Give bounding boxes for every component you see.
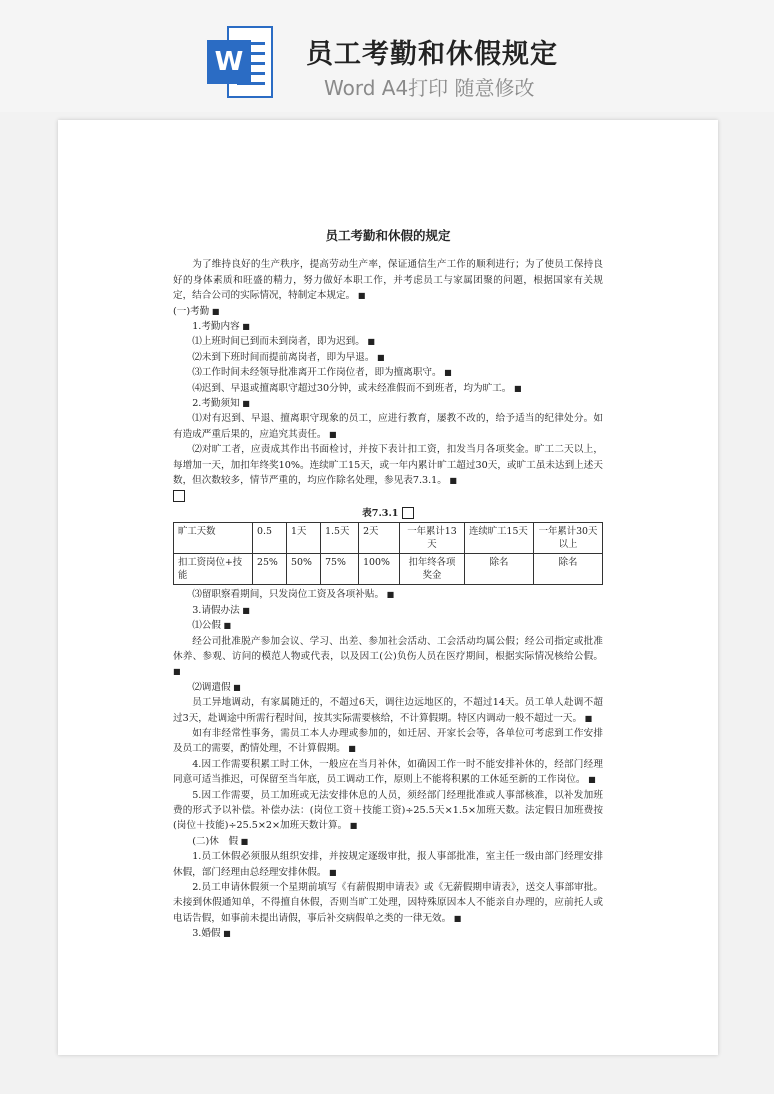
vacation-rule-2: 2.员工申请休假须一个星期前填写《有薪假期申请表》或《无薪假期申请表》，送交人事部审批。未接到休假通知单，不得擅自休假，否则当旷工处理，因特殊原因本人不能亲自办理的，应前托人或电话告假，如事前未提出请假，事后补交病假单之类的一律无效。 ■ bbox=[173, 880, 603, 926]
transfer-leave-heading: ⑵调遣假 ■ bbox=[173, 680, 603, 695]
checkbox-symbol bbox=[173, 490, 185, 502]
vacation-rule-1: 1.员工休假必须服从组织安排，并按规定逐级审批，报人事部批准，室主任一级由部门经理安排休假，部门经理由总经理安排休假。 ■ bbox=[173, 849, 603, 880]
intro-paragraph: 为了维持良好的生产秩序，提高劳动生产率，保证通信生产工作的顺利进行；为了使员工保持良好的身体素质和旺盛的精力，努力做好本职工作，并考虑员工与家属团聚的问题，根据国家有关规定，结合公司的实际情况，特制定本规定。 ■ bbox=[173, 257, 603, 303]
document-title: 员工考勤和休假的规定 bbox=[325, 228, 451, 243]
table-row bbox=[174, 523, 603, 554]
table-cell: 1.5天 bbox=[321, 523, 359, 554]
comp-time-rule: 4.因工作需要积累工时工休，一般应在当月补休，如确因工作一时不能安排补休的，经部门经理同意可适当推迟，可保留至当年底，员工调动工作，原则上不能将积累的工休延至新的工作岗位。 ■ bbox=[173, 757, 603, 788]
attendance-content-heading: 1.考勤内容 ■ bbox=[173, 319, 603, 334]
table-cell: 连续旷工15天 bbox=[465, 523, 534, 554]
banner-subtitle: Word A4打印 随意修改 bbox=[324, 76, 535, 100]
section-attendance-heading: (一)考勤 ■ bbox=[173, 304, 603, 319]
section-vacation-heading: (二)休 假 ■ bbox=[173, 834, 603, 849]
rule-early-leave: ⑵未到下班时间而提前离岗者，即为早退。 ■ bbox=[173, 350, 603, 365]
table-cell: 100% bbox=[359, 554, 400, 585]
table-cell: 1天 bbox=[287, 523, 321, 554]
personal-affairs-text: 如有非经常性事务，需员工本人办理或参加的，如迁居、开家长会等，各单位可考虑到工作安排及员工的需要，酌情处理，不计算假期。 ■ bbox=[173, 726, 603, 757]
table-caption: 表7.3.1 bbox=[173, 506, 603, 521]
marriage-leave-heading: 3.婚假 ■ bbox=[173, 926, 603, 941]
table-cell: 一年累计30天以上 bbox=[534, 523, 603, 554]
notes-item-3: ⑶留职察看期间，只发岗位工资及各项补贴。 ■ bbox=[173, 587, 603, 602]
table-cell: 除名 bbox=[534, 554, 603, 585]
transfer-leave-text: 员工异地调动，有家属随迁的，不超过6天，调往边远地区的，不超过14天。员工单人赴调不超过3天，赴调途中所需行程时间，按其实际需要核给，不计算假期。特区内调动一般不超过一天。 ■ bbox=[173, 695, 603, 726]
document-page bbox=[58, 120, 718, 1055]
table-cell: 0.5 bbox=[253, 523, 287, 554]
rule-late: ⑴上班时间已到而未到岗者，即为迟到。 ■ bbox=[173, 334, 603, 349]
word-document-icon bbox=[207, 26, 273, 98]
overtime-rule: 5.因工作需要，员工加班或无法安排休息的人员，须经部门经理批准或人事部核准，以补发加班费的形式予以补偿。补偿办法：(岗位工资＋技能工资)÷25.5天×1.5×加班天数。法定假日加班费按(岗位＋技能)÷25.5×2×加班天数计算。 ■ bbox=[173, 788, 603, 834]
rule-absenteeism: ⑷迟到、早退或擅离职守超过30分钟，或未经准假而不到班者，均为旷工。 ■ bbox=[173, 381, 603, 396]
table-cell: 扣年终各项奖金 bbox=[400, 554, 465, 585]
table-cell: 2天 bbox=[359, 523, 400, 554]
table-cell: 扣工资岗位+技能 bbox=[174, 554, 253, 585]
leave-method-heading: 3.请假办法 ■ bbox=[173, 603, 603, 618]
public-leave-heading: ⑴公假 ■ bbox=[173, 618, 603, 633]
table-cell: 75% bbox=[321, 554, 359, 585]
banner-title: 员工考勤和休假规定 bbox=[306, 39, 558, 70]
attendance-notes-heading: 2.考勤须知 ■ bbox=[173, 396, 603, 411]
public-leave-text: 经公司批准脱产参加会议、学习、出差、参加社会活动、工会活动均属公假；经公司指定或批准休养、参观、访问的模范人物或代表，以及因工(公)负伤人员在医疗期间，根据实际情况核给公假。 ■ bbox=[173, 634, 603, 680]
deduction-table bbox=[173, 522, 603, 585]
notes-item-1: ⑴对有迟到、早退、擅离职守现象的员工，应进行教育，屡教不改的，给予适当的纪律处分。如有造成严重后果的，应追究其责任。 ■ bbox=[173, 411, 603, 442]
table-cell: 一年累计13天 bbox=[400, 523, 465, 554]
word-badge: W bbox=[207, 40, 251, 84]
notes-item-2: ⑵对旷工者，应责成其作出书面检讨，并按下表计扣工资，扣发当月各项奖金。旷工二天以上，每增加一天，加扣年终奖10%。连续旷工15天，或一年内累计旷工超过30天，或旷工虽未达到上述天数，但次数较多，情节严重的，均应作除名处理，参见表7.3.1。 ■ bbox=[173, 442, 603, 488]
document-content bbox=[173, 228, 603, 942]
table-cell: 50% bbox=[287, 554, 321, 585]
table-cell: 除名 bbox=[465, 554, 534, 585]
table-cell: 25% bbox=[253, 554, 287, 585]
rule-leave-post: ⑶工作时间未经领导批准离开工作岗位者，即为擅离职守。 ■ bbox=[173, 365, 603, 380]
table-cell: 旷工天数 bbox=[174, 523, 253, 554]
header-banner bbox=[0, 0, 774, 112]
table-row bbox=[174, 554, 603, 585]
